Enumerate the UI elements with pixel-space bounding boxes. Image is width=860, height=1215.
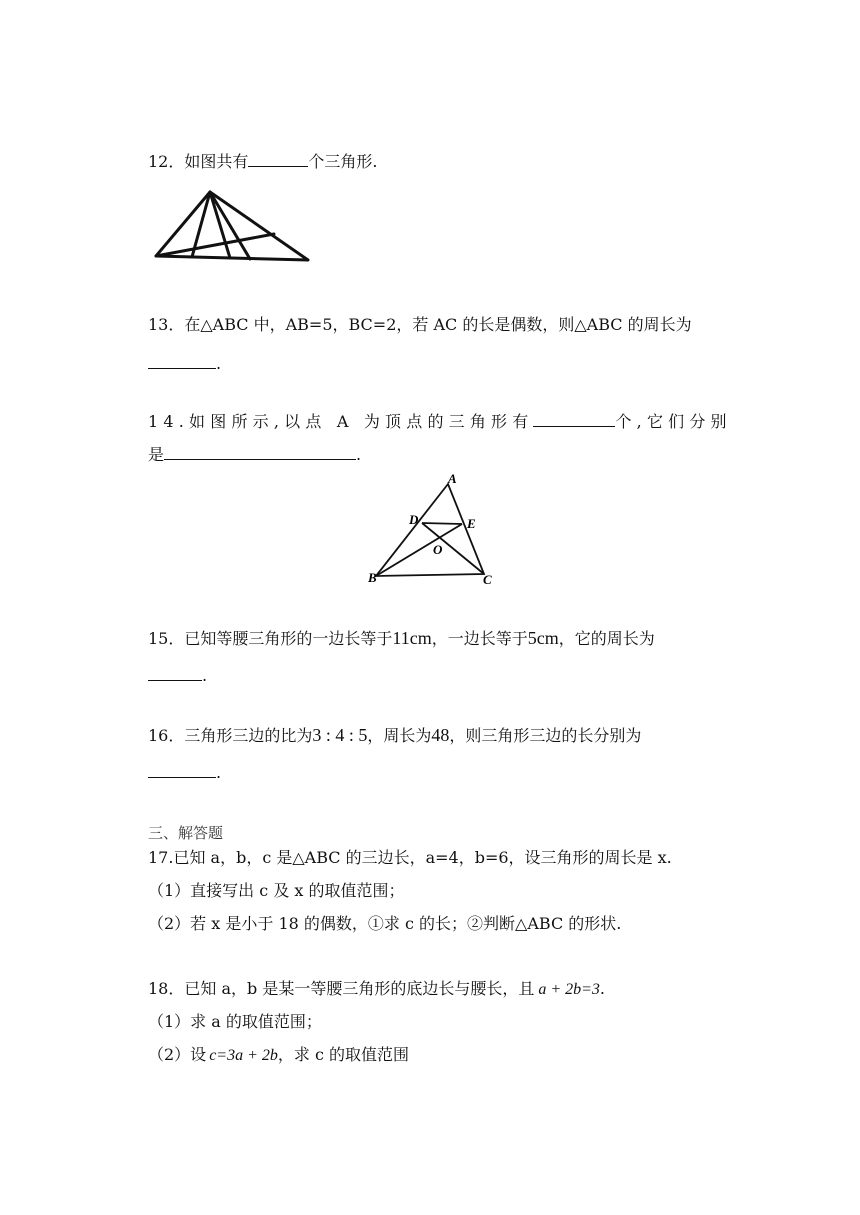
q16-text3: ，则三角形三边的长分别为 (449, 726, 642, 745)
q18-stem-end: . (599, 979, 606, 998)
q18-stem-math: a + 2b=3 (538, 981, 600, 998)
q15-end: . (202, 666, 208, 685)
q15-text1: 15．已知等腰三角形的一边长等于 (148, 629, 393, 648)
q16-text1: 16．三角形三边的比为 (148, 726, 313, 745)
q15-num1: 11cm (392, 628, 432, 648)
q13-blank (148, 352, 216, 369)
q14-blank-list (164, 443, 356, 460)
q12-cevian-3 (210, 192, 250, 259)
q12-line (148, 150, 377, 173)
q16-line1 (148, 724, 641, 747)
q18-stem (148, 978, 605, 1001)
label-c: C (483, 572, 492, 587)
q18-part1: （1）求 a 的取值范围； (148, 1012, 322, 1031)
q12-cevian-2 (210, 192, 230, 258)
q14-line2-prefix: 是 (148, 445, 165, 464)
q15-line1 (148, 627, 655, 650)
section-title: 三、解答题 (148, 824, 224, 842)
q14-segment-de (422, 523, 462, 524)
q14-blank-count (533, 410, 615, 427)
q13-line2 (148, 352, 221, 375)
q13-end: . (216, 354, 222, 373)
label-o: O (433, 542, 443, 557)
q16-text2: ，周长为 (367, 726, 432, 745)
q18-part2-suffix: ，求 c 的取值范围 (277, 1045, 410, 1064)
q12-suffix: 个三角形. (308, 152, 378, 171)
q18-part2-prefix: （2）设 (148, 1045, 207, 1064)
q14-line2 (148, 443, 361, 466)
q15-text2: ，一边长等于 (431, 629, 528, 648)
q17-part1: （1）直接写出 c 及 x 的取值范围； (148, 881, 405, 900)
q13-line1: 13．在△ABC 中，AB=5，BC=2，若 AC 的长是偶数，则△ABC 的周长为 (148, 315, 692, 334)
q12-figure (150, 188, 318, 264)
q18-part2 (148, 1044, 409, 1067)
label-a: A (448, 471, 457, 486)
q16-num: 48 (431, 725, 450, 745)
q18-stem-text: 18．已知 a，b 是某一等腰三角形的底边长与腰长，且 (148, 979, 535, 998)
q14-line2-suffix: . (356, 445, 362, 464)
q14-suffix: 个,它们分别 (615, 412, 732, 431)
q14-figure (364, 470, 504, 588)
label-d: D (409, 512, 419, 527)
q15-line2 (148, 664, 207, 687)
q12-prefix: 12．如图共有 (148, 152, 249, 171)
label-e: E (467, 516, 476, 531)
q17-stem: 17.已知 a，b，c 是△ABC 的三边长，a=4，b=6，设三角形的周长是 x. (148, 848, 672, 867)
q14-line1 (148, 410, 732, 433)
q16-end: . (216, 763, 222, 782)
q16-blank (148, 761, 216, 778)
q14-segment-be (376, 524, 462, 576)
label-b: B (368, 570, 377, 585)
q17-part2: （2）若 x 是小于 18 的偶数，①求 c 的长；②判断△ABC 的形状. (148, 914, 622, 933)
q15-text3: ，它的周长为 (558, 629, 655, 648)
q12-blank (248, 150, 308, 167)
q15-blank (148, 664, 202, 681)
q16-ratio: 3 : 4 : 5 (312, 725, 368, 745)
q18-part2-math: c=3a + 2b (209, 1047, 278, 1064)
q14-prefix: 14.如图所示,以点 A 为顶点的三角形有 (148, 412, 534, 431)
q16-line2 (148, 761, 221, 784)
q15-num2: 5cm (527, 628, 559, 648)
